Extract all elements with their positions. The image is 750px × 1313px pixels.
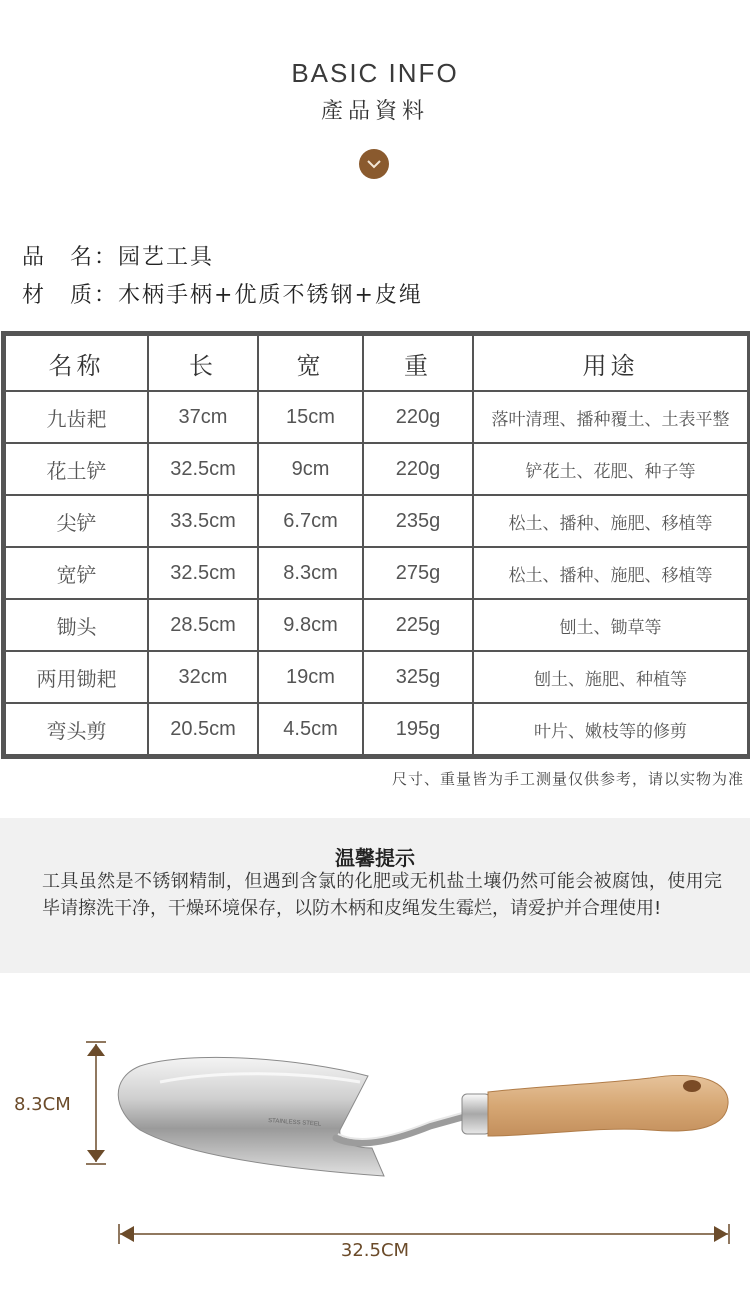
tip-title: 温馨提示 [335,846,415,870]
table-row [5,599,748,651]
table-cell: 28.5cm [148,599,258,651]
material-line [22,278,423,309]
table-cell: 锄头 [5,599,148,651]
table-cell: 32.5cm [148,443,258,495]
length-label: 32.5CM [340,1240,410,1261]
material-label: 材 质： [22,283,119,308]
table-cell: 9.8cm [258,599,363,651]
section-subtitle: 產品資料 [320,99,429,124]
column-header-usage: 用途 [473,335,748,391]
table-cell: 两用锄耙 [5,651,148,703]
table-cell: 九齿耙 [5,391,148,443]
blade-engraving: STAINLESS STEEL [267,1118,322,1128]
table-cell: 33.5cm [148,495,258,547]
table-cell: 松土、播种、施肥、移植等 [473,547,748,599]
height-label: 8.3CM [14,1094,71,1115]
hang-hole [683,1080,701,1092]
column-header-width: 宽 [258,335,363,391]
table-cell: 220g [363,391,473,443]
table-cell: 220g [363,443,473,495]
table-cell: 20.5cm [148,703,258,755]
chevron-down-icon [359,149,389,179]
column-header-name: 名称 [5,335,148,391]
table-cell: 15cm [258,391,363,443]
table-cell: 宽铲 [5,547,148,599]
column-header-length: 长 [148,335,258,391]
table-row [5,547,748,599]
table-cell: 尖铲 [5,495,148,547]
table-cell: 195g [363,703,473,755]
table-header-row [5,335,748,391]
table-row [5,703,748,755]
trowel-product-illustration [0,1030,750,1260]
spec-table [4,334,749,756]
table-cell: 落叶清理、播种覆土、土表平整 [473,391,748,443]
table-cell: 19cm [258,651,363,703]
table-cell: 235g [363,495,473,547]
product-name-line [22,240,214,271]
table-cell: 叶片、嫩枝等的修剪 [473,703,748,755]
tip-body: 工具虽然是不锈钢精制，但遇到含氯的化肥或无机盐土壤仍然可能会被腐蚀，使用完毕请擦洗干净，干燥环境保存，以防木柄和皮绳发生霉烂，请爱护并合理使用! [42,871,722,919]
table-cell: 37cm [148,391,258,443]
table-cell: 花土铲 [5,443,148,495]
table-cell: 9cm [258,443,363,495]
table-cell: 刨土、锄草等 [473,599,748,651]
table-row [5,495,748,547]
table-row [5,651,748,703]
table-cell: 8.3cm [258,547,363,599]
measurement-note: 尺寸、重量皆为手工测量仅供参考，请以实物为准 [391,770,744,788]
table-cell: 6.7cm [258,495,363,547]
table-cell: 刨土、施肥、种植等 [473,651,748,703]
table-cell: 32cm [148,651,258,703]
column-header-weight: 重 [363,335,473,391]
section-title: BASIC INFO [291,58,459,88]
table-cell: 铲花土、花肥、种子等 [473,443,748,495]
table-cell: 松土、播种、施肥、移植等 [473,495,748,547]
table-cell: 4.5cm [258,703,363,755]
table-cell: 275g [363,547,473,599]
table-row [5,443,748,495]
material-value: 木柄手柄+优质不锈钢+皮绳 [118,283,423,308]
table-cell: 325g [363,651,473,703]
product-name-label: 品 名： [22,245,119,270]
table-cell: 弯头剪 [5,703,148,755]
table-cell: 32.5cm [148,547,258,599]
product-name-value: 园艺工具 [118,245,215,270]
handle-ferrule [462,1094,490,1134]
height-dimension-marker [86,1042,106,1164]
table-row [5,391,748,443]
table-cell: 225g [363,599,473,651]
